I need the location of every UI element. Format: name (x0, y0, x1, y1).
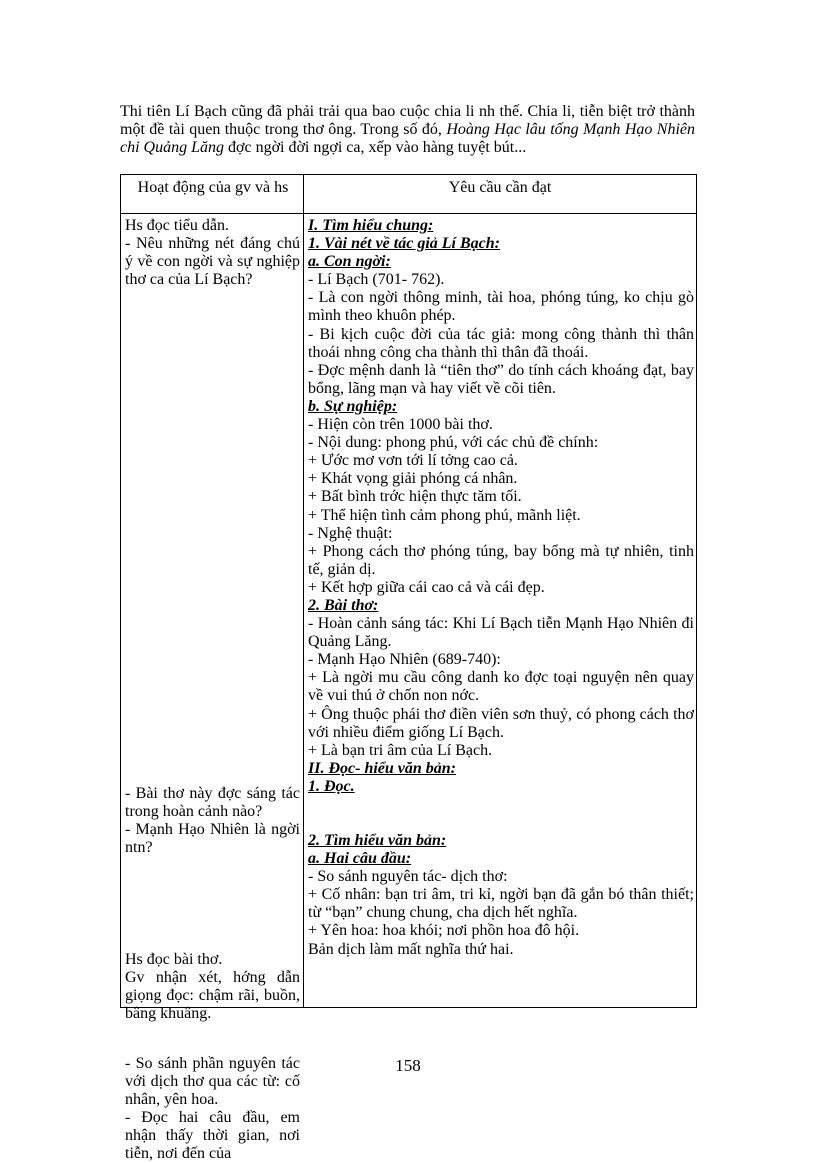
header-requirements: Yêu cầu cần đạt (448, 179, 552, 196)
poem-title: Hoàng Hạc lâu tống Mạnh Hạo Nhiên chi Quảng Lăng (120, 121, 696, 156)
content-line: + Khát vọng giải phóng cá nhân. (308, 470, 518, 488)
left-block-compare: - So sánh phần nguyên tác với dịch thơ qua các từ: cố nhân, yên hoa. - Đọc hai câu đầu, em nhận thấy thời gian, nơi tiễn, nơi đến của (125, 1055, 300, 1162)
content-line: - Nội dung: phong phú, với các chủ đề chính: (308, 434, 599, 452)
content-line: - Lí Bạch (701- 762). (308, 271, 445, 289)
content-line: - Hoàn cảnh sáng tác: Khi Lí Bạch tiễn Mạnh Hạo Nhiên đi Quảng Lăng. (308, 615, 694, 651)
content-line: - Đợc mệnh danh là “tiên thơ” do tính cách khoáng đạt, bay bổng, lãng mạn và hay viết về cõi tiên. (308, 361, 694, 397)
left-block-reading: Hs đọc bài thơ. Gv nhận xét, hớng dẫn giọng đọc: chậm rãi, buồn, bâng khuâng. (125, 951, 300, 1022)
section-heading: I. Tìm hiểu chung: (308, 217, 434, 234)
content-line: + Ước mơ vơn tới lí tởng cao cả. (308, 452, 518, 470)
section-heading: b. Sự nghiệp: (308, 397, 398, 415)
content-line: + Cố nhân: bạn tri âm, tri kỉ, ngời bạn đã gắn bó thân thiết; từ “bạn” chung chung, cha dịch hết nghĩa. (308, 886, 694, 922)
section-heading: 1. Đọc. (308, 777, 355, 795)
content-line: - Là con ngời thông minh, tài hoa, phóng túng, ko chịu gò mình theo khuôn phép. (308, 289, 694, 325)
content-line: - Hiện còn trên 1000 bài thơ. (308, 416, 493, 434)
content-line: + Phong cách thơ phóng túng, bay bổng mà tự nhiên, tinh tế, giản dị. (308, 542, 694, 578)
section-heading: a. Hai câu đầu: (308, 850, 412, 868)
left-block-context: - Bài thơ này đợc sáng tác trong hoàn cảnh nào? - Mạnh Hạo Nhiên là ngời ntn? (125, 785, 300, 856)
section-heading: 1. Vài nét về tác giả Lí Bạch: (308, 235, 500, 253)
section-heading: II. Đọc- hiểu văn bản: (308, 759, 457, 777)
section-heading: a. Con ngời: (308, 253, 391, 271)
content-line: + Bất bình trớc hiện thực tăm tối. (308, 488, 522, 506)
header-activities: Hoạt động của gv và hs (137, 179, 289, 196)
content-line: - Bi kịch cuộc đời của tác giả: mong công thành thì thân thoái nhng công cha thành thì thân đã thoái. (308, 325, 694, 361)
content-line: + Ông thuộc phái thơ điền viên sơn thuỷ, có phong cách thơ với nhiều điểm giống Lí Bạch. (308, 705, 694, 741)
left-block-intro: Hs đọc tiểu dẫn. - Nêu những nét đáng chú ý về con ngời và sự nghiệp thơ ca của Lí Bạch? (125, 217, 300, 288)
content-line: Bản dịch làm mất nghĩa thứ hai. (308, 940, 514, 958)
right-column-content (308, 217, 694, 959)
content-line: - So sánh nguyên tác- dịch thơ: (308, 868, 508, 886)
section-heading: 2. Tìm hiểu văn bản: (308, 832, 447, 849)
content-line: + Là ngời mu cầu công danh ko đợc toại nguyện nên quay về vui thú ở chốn non nớc. (308, 669, 694, 705)
header-divider (121, 213, 696, 214)
content-line: - Mạnh Hạo Nhiên (689-740): (308, 651, 501, 669)
section-heading: 2. Bài thơ: (308, 596, 379, 614)
content-line: + Là bạn tri âm của Lí Bạch. (308, 741, 493, 759)
content-line: + Kết hợp giữa cái cao cả và cái đẹp. (308, 578, 545, 596)
content-line: + Yên hoa: hoa khói; nơi phồn hoa đô hội. (308, 922, 580, 940)
intro-text-b: đợc ngời đời ngợi ca, xếp vào hàng tuyệt bút... (224, 139, 527, 156)
content-line: + Thể hiện tình cảm phong phú, mãnh liệt. (308, 506, 581, 524)
column-divider (303, 175, 304, 1007)
content-line (308, 814, 694, 832)
content-line (308, 796, 694, 814)
page-number: 158 (395, 1056, 421, 1075)
intro-paragraph (120, 103, 695, 157)
intro-text-a: Thi tiên Lí Bạch cũng đã phải trải qua bao cuộc chia li nh thế. Chia li, tiễn biệt trở thành một đề tài quen thuộc trong thơ ông. Trong số đó, (120, 103, 695, 138)
content-line: - Nghệ thuật: (308, 524, 393, 542)
